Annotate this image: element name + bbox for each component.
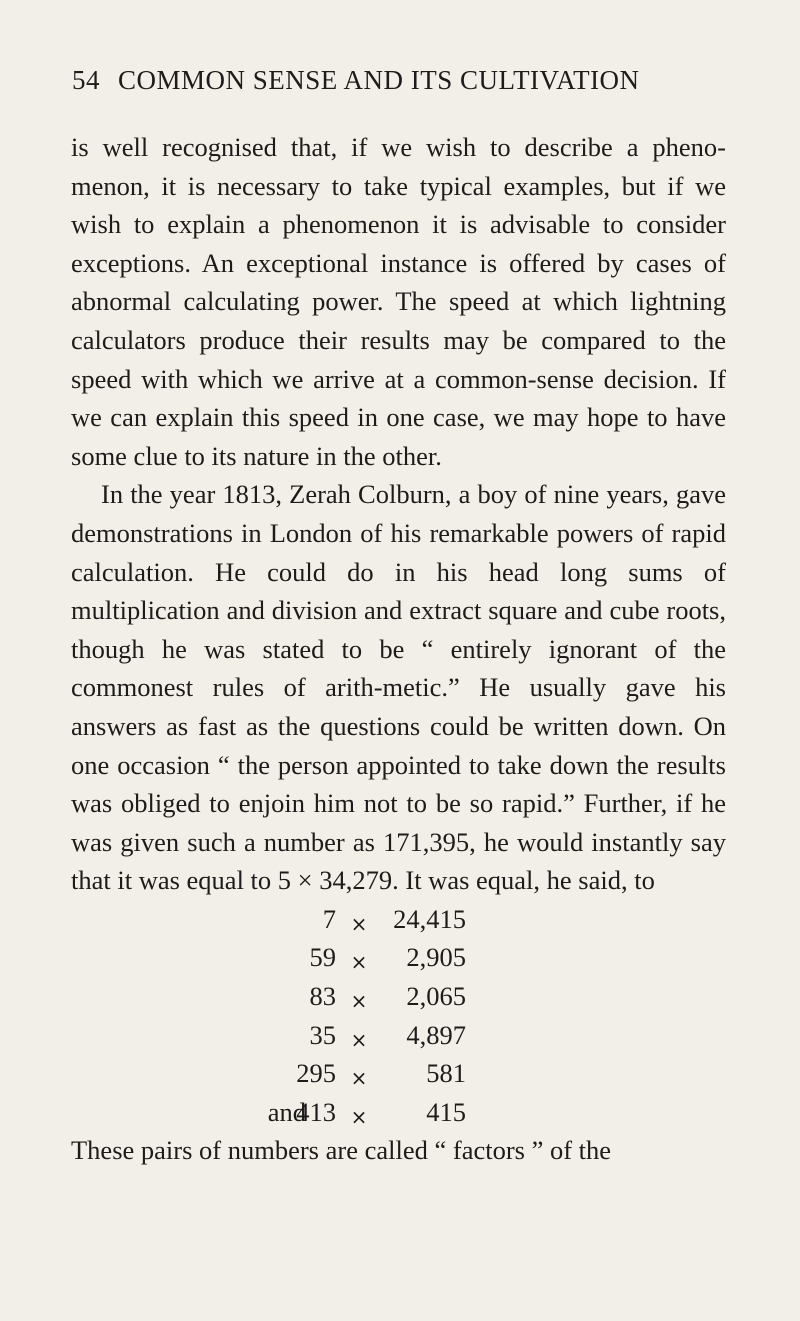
factor-b: 2,065 xyxy=(406,981,466,1012)
factor-a: 83 xyxy=(309,981,336,1012)
times-sign: × xyxy=(350,911,368,936)
factor-a: 7 xyxy=(322,903,336,934)
times-sign: × xyxy=(350,950,368,975)
factor-pair-row xyxy=(71,900,726,939)
factor-b: 415 xyxy=(426,1096,466,1127)
factor-a: 59 xyxy=(309,942,336,973)
paragraph-colburn: In the year 1813, Zerah Colburn, a boy of nine years, gave demonstrations in London of his remarkable powers of rapid calculation. He could do in his head long sums of multiplication and division and extract square and cube roots, though he was stated to be “ entirely ignorant of the commonest rules of arith-metic.” He usually gave his answers as fast as the questions could be written down. On one occasion “ the person appointed to take down the results was obliged to enjoin him not to be so rapid.” Further, if he was given such a number as 171,395, he would instantly say that it was equal to 5 × 34,279. It was equal, he said, to xyxy=(71,479,726,896)
times-sign: × xyxy=(350,1027,368,1052)
times-sign: × xyxy=(350,1066,368,1091)
factor-pair-row xyxy=(71,1093,726,1132)
times-sign: × xyxy=(350,1104,368,1129)
factor-a: 413 xyxy=(296,1096,336,1127)
factor-b: 24,415 xyxy=(393,903,466,934)
chapter-title: COMMON SENSE AND ITS CULTIVATION xyxy=(118,65,640,95)
factor-b: 4,897 xyxy=(406,1019,466,1050)
factor-a: 295 xyxy=(296,1058,336,1089)
page-number: 54 xyxy=(72,65,100,95)
closing-line: These pairs of numbers are called “ factors ” of the xyxy=(71,1135,612,1166)
factor-prefix: and xyxy=(267,1096,306,1127)
factor-a: 35 xyxy=(309,1019,336,1050)
factor-pairs-list xyxy=(71,900,726,1132)
factor-pair-row xyxy=(71,977,726,1016)
factor-pair-row xyxy=(71,938,726,977)
body-text xyxy=(71,128,726,1170)
running-head xyxy=(72,65,732,96)
paragraph-continuation: is well recognised that, if we wish to describe a pheno-menon, it is necessary to take typical examples, but if we wish to explain a phenomenon it is advisable to consider exceptions. An exceptional instance is offered by cases of abnormal calculating power. The speed at which lightning calculators produce their results may be compared to the speed with which we arrive at a common-sense decision. If we can explain this speed in one case, we may hope to have some clue to its nature in the other. xyxy=(71,132,726,471)
factor-b: 581 xyxy=(426,1058,466,1089)
factor-b: 2,905 xyxy=(406,942,466,973)
factor-pair-row xyxy=(71,1054,726,1093)
times-sign: × xyxy=(350,989,368,1014)
factor-pair-row xyxy=(71,1016,726,1055)
